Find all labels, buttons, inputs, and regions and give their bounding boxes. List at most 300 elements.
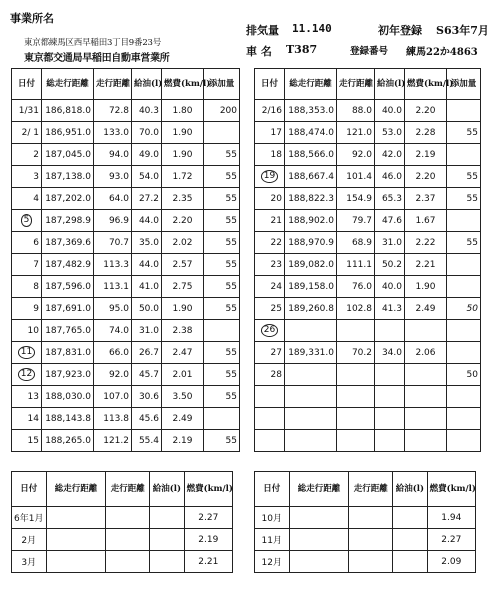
- additive-cell: 55: [204, 254, 240, 276]
- distance-cell: 121.0: [337, 122, 375, 144]
- table-row: [12, 386, 240, 408]
- additive-cell: 55: [204, 298, 240, 320]
- address-line-2: 東京都交通局早稲田自動車営業所: [24, 53, 170, 64]
- column-header-fuel: 給油(l): [150, 472, 185, 507]
- efficiency-cell: 2.49: [405, 298, 447, 320]
- total-distance-cell: 188,030.0: [42, 386, 94, 408]
- fuel-cell: 47.6: [375, 210, 405, 232]
- additive-cell: 55: [204, 144, 240, 166]
- additive-cell: 50: [447, 298, 481, 320]
- table-row: [255, 100, 481, 122]
- date-cell: 2/ 1: [12, 122, 42, 144]
- date-cell: [255, 386, 285, 408]
- fuel-cell: [375, 408, 405, 430]
- date-cell: 23: [255, 254, 285, 276]
- total-distance-cell: 187,831.0: [42, 342, 94, 364]
- distance-cell: 95.0: [94, 298, 132, 320]
- distance-cell: 133.0: [94, 122, 132, 144]
- fuel-cell: 26.7: [132, 342, 162, 364]
- fuel-cell: 40.3: [132, 100, 162, 122]
- fuel-cell: 53.0: [375, 122, 405, 144]
- efficiency-cell: 2.21: [405, 254, 447, 276]
- additive-cell: 55: [204, 276, 240, 298]
- efficiency-cell: 1.90: [405, 276, 447, 298]
- additive-cell: [447, 100, 481, 122]
- fuel-cell: [150, 507, 185, 529]
- additive-cell: 200: [204, 100, 240, 122]
- total-distance-cell: [46, 507, 106, 529]
- date-cell: [12, 210, 42, 232]
- distance-cell: 79.7: [337, 210, 375, 232]
- vehicle-name-label: 車 名: [246, 45, 272, 58]
- total-distance-cell: 187,202.0: [42, 188, 94, 210]
- date-cell: 14: [12, 408, 42, 430]
- total-distance-cell: 189,158.0: [285, 276, 337, 298]
- column-header-additive: 添加量: [447, 69, 481, 100]
- circled-date: 19: [261, 170, 278, 183]
- table-row: [12, 166, 240, 188]
- fuel-cell: [375, 386, 405, 408]
- date-cell: 27: [255, 342, 285, 364]
- month-cell: 6年1月: [12, 507, 47, 529]
- table-row: [12, 408, 240, 430]
- displacement-value: 11.140: [292, 22, 332, 35]
- date-cell: 25: [255, 298, 285, 320]
- total-distance-cell: 189,331.0: [285, 342, 337, 364]
- total-distance-cell: 188,667.4: [285, 166, 337, 188]
- total-distance-cell: [285, 364, 337, 386]
- efficiency-cell: [405, 320, 447, 342]
- distance-cell: 113.3: [94, 254, 132, 276]
- distance-cell: 154.9: [337, 188, 375, 210]
- fuel-cell: [150, 551, 185, 573]
- total-distance-cell: 188,822.3: [285, 188, 337, 210]
- efficiency-cell: 2.49: [162, 408, 204, 430]
- column-header-fuel: 給油(l): [132, 69, 162, 100]
- efficiency-cell: [405, 386, 447, 408]
- circled-date: 26: [261, 324, 278, 337]
- table-row: [255, 298, 481, 320]
- additive-cell: 55: [204, 166, 240, 188]
- additive-cell: 55: [204, 342, 240, 364]
- distance-cell: [337, 386, 375, 408]
- efficiency-cell: 2.09: [427, 551, 475, 573]
- fuel-cell: 31.0: [375, 232, 405, 254]
- distance-cell: [106, 529, 150, 551]
- distance-cell: 76.0: [337, 276, 375, 298]
- total-distance-cell: [285, 408, 337, 430]
- efficiency-cell: 2.37: [405, 188, 447, 210]
- fuel-cell: 44.0: [132, 254, 162, 276]
- distance-cell: 94.0: [94, 144, 132, 166]
- efficiency-cell: 2.19: [405, 144, 447, 166]
- distance-cell: 111.1: [337, 254, 375, 276]
- table-row: [12, 364, 240, 386]
- distance-cell: 92.0: [337, 144, 375, 166]
- column-header-distance: 走行距離: [337, 69, 375, 100]
- additive-cell: [447, 144, 481, 166]
- fuel-cell: 50.0: [132, 298, 162, 320]
- table-row: [12, 144, 240, 166]
- fuel-cell: [150, 529, 185, 551]
- date-cell: 6: [12, 232, 42, 254]
- efficiency-cell: 2.22: [405, 232, 447, 254]
- circled-date: 11: [18, 346, 35, 359]
- circled-date: 5: [21, 214, 33, 227]
- total-distance-cell: 187,045.0: [42, 144, 94, 166]
- table-row: [255, 507, 476, 529]
- month-cell: 3月: [12, 551, 47, 573]
- fuel-cell: [375, 364, 405, 386]
- additive-cell: [447, 408, 481, 430]
- additive-cell: [204, 408, 240, 430]
- table-row: [255, 364, 481, 386]
- distance-cell: 74.0: [94, 320, 132, 342]
- additive-cell: [447, 342, 481, 364]
- table-row: [12, 320, 240, 342]
- table-row: [255, 276, 481, 298]
- fuel-cell: 54.0: [132, 166, 162, 188]
- distance-cell: 101.4: [337, 166, 375, 188]
- column-header-date: 日付: [12, 472, 47, 507]
- efficiency-cell: 1.72: [162, 166, 204, 188]
- additive-cell: [447, 210, 481, 232]
- total-distance-cell: 187,596.0: [42, 276, 94, 298]
- table-header-row: [255, 69, 481, 100]
- efficiency-cell: 2.75: [162, 276, 204, 298]
- distance-cell: 121.2: [94, 430, 132, 452]
- registration-number-value: 練馬22か4863: [406, 47, 478, 58]
- efficiency-cell: 2.57: [162, 254, 204, 276]
- additive-cell: 55: [447, 166, 481, 188]
- table-header-row: [12, 69, 240, 100]
- total-distance-cell: 188,265.0: [42, 430, 94, 452]
- fuel-cell: 35.0: [132, 232, 162, 254]
- total-distance-cell: 188,474.0: [285, 122, 337, 144]
- distance-cell: 93.0: [94, 166, 132, 188]
- table-row: [255, 144, 481, 166]
- fuel-cell: 70.0: [132, 122, 162, 144]
- table-header-row: [12, 472, 233, 507]
- table-row: [255, 551, 476, 573]
- table-header-row: [255, 472, 476, 507]
- fuel-log-table-right: [254, 68, 481, 452]
- total-distance-cell: [289, 507, 349, 529]
- distance-cell: [337, 430, 375, 452]
- distance-cell: [337, 364, 375, 386]
- column-header-distance: 走行距離: [106, 472, 150, 507]
- table-row: [12, 342, 240, 364]
- column-header-date: 日付: [255, 472, 290, 507]
- column-header-efficiency: 燃費(km/l): [184, 472, 232, 507]
- fuel-cell: [393, 507, 428, 529]
- efficiency-cell: 1.90: [162, 298, 204, 320]
- total-distance-cell: 187,298.9: [42, 210, 94, 232]
- additive-cell: 55: [204, 232, 240, 254]
- efficiency-cell: [405, 430, 447, 452]
- date-cell: 22: [255, 232, 285, 254]
- total-distance-cell: [289, 551, 349, 573]
- column-header-efficiency: 燃費(km/l): [405, 69, 447, 100]
- column-header-additive: 添加量: [204, 69, 240, 100]
- additive-cell: 50: [447, 364, 481, 386]
- distance-cell: 64.0: [94, 188, 132, 210]
- distance-cell: [337, 408, 375, 430]
- efficiency-cell: 1.67: [405, 210, 447, 232]
- date-cell: 2: [12, 144, 42, 166]
- efficiency-cell: 2.21: [184, 551, 232, 573]
- fuel-cell: 42.0: [375, 144, 405, 166]
- column-header-total-distance: 総走行距離: [42, 69, 94, 100]
- fuel-cell: 34.0: [375, 342, 405, 364]
- total-distance-cell: 187,482.9: [42, 254, 94, 276]
- distance-cell: [106, 507, 150, 529]
- distance-cell: 96.9: [94, 210, 132, 232]
- fuel-cell: 45.6: [132, 408, 162, 430]
- month-cell: 2月: [12, 529, 47, 551]
- additive-cell: [204, 122, 240, 144]
- vehicle-name-value: T387: [286, 43, 318, 56]
- additive-cell: 55: [447, 122, 481, 144]
- date-cell: [255, 166, 285, 188]
- table-row: [12, 188, 240, 210]
- efficiency-cell: 2.19: [184, 529, 232, 551]
- first-registration-label: 初年登録: [378, 24, 422, 37]
- efficiency-cell: 2.27: [184, 507, 232, 529]
- additive-cell: 55: [204, 364, 240, 386]
- additive-cell: [204, 320, 240, 342]
- column-header-total-distance: 総走行距離: [289, 472, 349, 507]
- distance-cell: 88.0: [337, 100, 375, 122]
- fuel-log-table-left: [11, 68, 240, 452]
- table-row: [12, 430, 240, 452]
- date-cell: 15: [12, 430, 42, 452]
- date-cell: 7: [12, 254, 42, 276]
- additive-cell: 55: [204, 210, 240, 232]
- additive-cell: [447, 386, 481, 408]
- date-cell: 1/31: [12, 100, 42, 122]
- column-header-distance: 走行距離: [94, 69, 132, 100]
- table-row: [12, 232, 240, 254]
- fuel-cell: 55.4: [132, 430, 162, 452]
- fuel-cell: 44.0: [132, 210, 162, 232]
- table-row: [12, 100, 240, 122]
- additive-cell: 55: [447, 188, 481, 210]
- table-row: [12, 276, 240, 298]
- fuel-cell: 27.2: [132, 188, 162, 210]
- date-cell: 2/16: [255, 100, 285, 122]
- table-row: [12, 122, 240, 144]
- monthly-summary-table-left: [11, 471, 233, 573]
- date-cell: 13: [12, 386, 42, 408]
- total-distance-cell: [285, 386, 337, 408]
- first-registration-value: S63年7月: [436, 24, 489, 37]
- displacement-label: 排気量: [246, 24, 279, 37]
- date-cell: [255, 320, 285, 342]
- month-cell: 11月: [255, 529, 290, 551]
- fuel-cell: 50.2: [375, 254, 405, 276]
- column-header-fuel: 給油(l): [375, 69, 405, 100]
- address-line-1: 東京都練馬区西早稲田3丁目9番23号: [24, 38, 162, 48]
- efficiency-cell: 2.20: [405, 100, 447, 122]
- total-distance-cell: 187,138.0: [42, 166, 94, 188]
- total-distance-cell: 188,566.0: [285, 144, 337, 166]
- efficiency-cell: 2.47: [162, 342, 204, 364]
- distance-cell: 68.9: [337, 232, 375, 254]
- efficiency-cell: 2.20: [405, 166, 447, 188]
- distance-cell: [349, 507, 393, 529]
- table-row: [12, 298, 240, 320]
- total-distance-cell: [285, 320, 337, 342]
- efficiency-cell: 2.28: [405, 122, 447, 144]
- column-header-total-distance: 総走行距離: [285, 69, 337, 100]
- efficiency-cell: 3.50: [162, 386, 204, 408]
- additive-cell: 55: [204, 188, 240, 210]
- table-row: [255, 254, 481, 276]
- total-distance-cell: 186,951.0: [42, 122, 94, 144]
- column-header-efficiency: 燃費(km/l): [162, 69, 204, 100]
- additive-cell: [447, 320, 481, 342]
- date-cell: 18: [255, 144, 285, 166]
- total-distance-cell: 188,143.8: [42, 408, 94, 430]
- monthly-summary-table-right: [254, 471, 476, 573]
- total-distance-cell: [285, 430, 337, 452]
- table-row: [255, 430, 481, 452]
- total-distance-cell: 188,353.0: [285, 100, 337, 122]
- column-header-total-distance: 総走行距離: [46, 472, 106, 507]
- table-row: [255, 232, 481, 254]
- distance-cell: [349, 529, 393, 551]
- date-cell: 21: [255, 210, 285, 232]
- efficiency-cell: 2.01: [162, 364, 204, 386]
- fuel-cell: 45.7: [132, 364, 162, 386]
- table-row: [255, 386, 481, 408]
- circled-date: 12: [18, 368, 35, 381]
- fuel-cell: 65.3: [375, 188, 405, 210]
- fuel-cell: 41.3: [375, 298, 405, 320]
- fuel-cell: 31.0: [132, 320, 162, 342]
- efficiency-cell: 1.80: [162, 100, 204, 122]
- fuel-cell: [393, 551, 428, 573]
- table-row: [12, 210, 240, 232]
- column-header-date: 日付: [12, 69, 42, 100]
- distance-cell: 113.1: [94, 276, 132, 298]
- date-cell: 10: [12, 320, 42, 342]
- table-row: [255, 529, 476, 551]
- fuel-cell: [375, 430, 405, 452]
- distance-cell: [106, 551, 150, 573]
- fuel-cell: [375, 320, 405, 342]
- total-distance-cell: 187,923.0: [42, 364, 94, 386]
- total-distance-cell: [46, 529, 106, 551]
- fuel-cell: 30.6: [132, 386, 162, 408]
- distance-cell: 72.8: [94, 100, 132, 122]
- table-row: [255, 320, 481, 342]
- efficiency-cell: 2.27: [427, 529, 475, 551]
- distance-cell: 107.0: [94, 386, 132, 408]
- office-label: 事業所名: [10, 12, 54, 25]
- efficiency-cell: [405, 408, 447, 430]
- date-cell: 24: [255, 276, 285, 298]
- total-distance-cell: 187,691.0: [42, 298, 94, 320]
- table-row: [255, 342, 481, 364]
- total-distance-cell: 189,260.8: [285, 298, 337, 320]
- table-row: [12, 507, 233, 529]
- fuel-cell: 49.0: [132, 144, 162, 166]
- efficiency-cell: [405, 364, 447, 386]
- total-distance-cell: 186,818.0: [42, 100, 94, 122]
- distance-cell: 113.8: [94, 408, 132, 430]
- date-cell: [12, 364, 42, 386]
- table-row: [255, 166, 481, 188]
- column-header-fuel: 給油(l): [393, 472, 428, 507]
- distance-cell: [337, 320, 375, 342]
- additive-cell: [447, 276, 481, 298]
- column-header-distance: 走行距離: [349, 472, 393, 507]
- efficiency-cell: 2.20: [162, 210, 204, 232]
- date-cell: 28: [255, 364, 285, 386]
- column-header-efficiency: 燃費(km/l): [427, 472, 475, 507]
- table-row: [255, 188, 481, 210]
- registration-number-label: 登録番号: [350, 46, 389, 57]
- efficiency-cell: 1.90: [162, 144, 204, 166]
- total-distance-cell: 189,082.0: [285, 254, 337, 276]
- total-distance-cell: [46, 551, 106, 573]
- efficiency-cell: 2.35: [162, 188, 204, 210]
- additive-cell: [447, 254, 481, 276]
- date-cell: 8: [12, 276, 42, 298]
- fuel-cell: 40.0: [375, 276, 405, 298]
- table-row: [12, 529, 233, 551]
- table-row: [255, 122, 481, 144]
- fuel-cell: 41.0: [132, 276, 162, 298]
- fuel-cell: 46.0: [375, 166, 405, 188]
- additive-cell: 55: [204, 386, 240, 408]
- efficiency-cell: 2.38: [162, 320, 204, 342]
- efficiency-cell: 2.06: [405, 342, 447, 364]
- fuel-cell: [393, 529, 428, 551]
- date-cell: 17: [255, 122, 285, 144]
- month-cell: 10月: [255, 507, 290, 529]
- date-cell: 20: [255, 188, 285, 210]
- total-distance-cell: 188,902.0: [285, 210, 337, 232]
- efficiency-cell: 2.19: [162, 430, 204, 452]
- date-cell: 3: [12, 166, 42, 188]
- additive-cell: [447, 430, 481, 452]
- distance-cell: 102.8: [337, 298, 375, 320]
- date-cell: [12, 342, 42, 364]
- fuel-cell: 40.0: [375, 100, 405, 122]
- additive-cell: 55: [204, 430, 240, 452]
- table-row: [255, 210, 481, 232]
- table-row: [255, 408, 481, 430]
- date-cell: 9: [12, 298, 42, 320]
- efficiency-cell: 2.02: [162, 232, 204, 254]
- distance-cell: 66.0: [94, 342, 132, 364]
- total-distance-cell: 188,970.9: [285, 232, 337, 254]
- table-row: [12, 551, 233, 573]
- date-cell: 4: [12, 188, 42, 210]
- efficiency-cell: 1.90: [162, 122, 204, 144]
- total-distance-cell: [289, 529, 349, 551]
- efficiency-cell: 1.94: [427, 507, 475, 529]
- date-cell: [255, 408, 285, 430]
- additive-cell: 55: [447, 232, 481, 254]
- distance-cell: 70.2: [337, 342, 375, 364]
- column-header-date: 日付: [255, 69, 285, 100]
- month-cell: 12月: [255, 551, 290, 573]
- total-distance-cell: 187,369.6: [42, 232, 94, 254]
